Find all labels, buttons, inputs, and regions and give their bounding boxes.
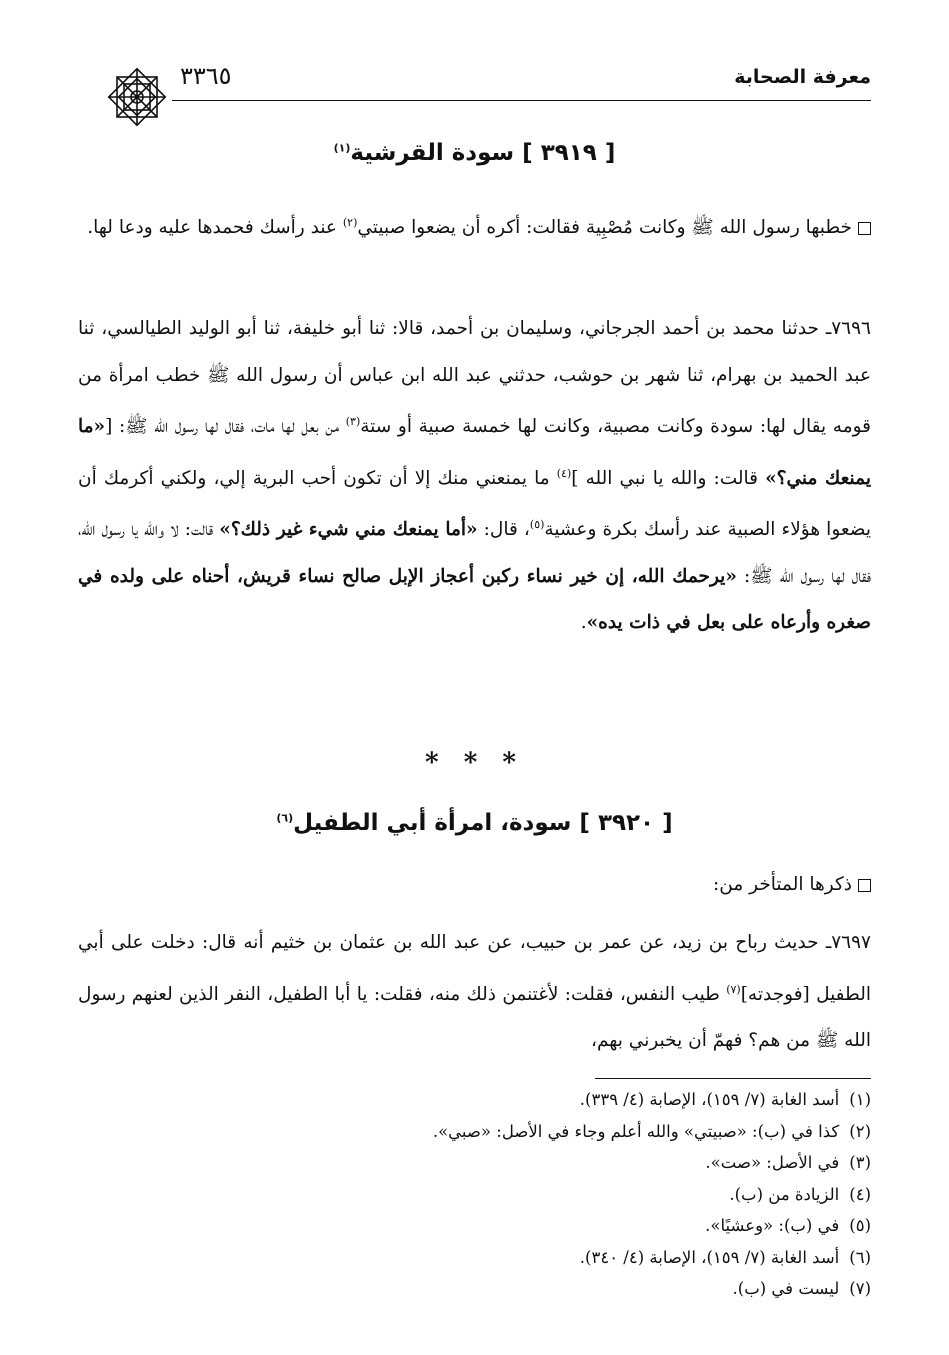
footnote-item	[78, 1116, 871, 1148]
footnote-item	[78, 1242, 871, 1274]
footnote-item	[78, 1147, 871, 1179]
footnote-ref: (٤)	[556, 466, 572, 480]
hadith-7697	[78, 920, 871, 1065]
footnote-text: أسد الغابة (٧/ ١٥٩)، الإصابة (٤/ ٣٤٠).	[579, 1247, 840, 1267]
square-bullet-icon	[858, 222, 871, 235]
entry2-intro	[78, 862, 871, 909]
hadith-text: ما يمنعني منك إلا أن تكون أحب البرية إلي، ولكني أكرمك أن يضعوا هؤلاء الصبية عند رأسك بكرة وعشية	[78, 467, 871, 541]
footnote-ref: (٧)	[726, 982, 741, 996]
page-number: ٣٣٦٥	[180, 62, 232, 90]
footnote-number: (٢)	[849, 1121, 871, 1141]
prophetic-speech: «ما يمنعك مني؟»	[78, 416, 871, 489]
entry-heading-3919	[78, 140, 871, 166]
footnote-text: في (ب): «وعشيًا».	[705, 1216, 840, 1235]
footnote-item	[78, 1273, 871, 1305]
footnote-text: الزيادة من (ب).	[729, 1184, 840, 1204]
heading-text: [ ٣٩١٩ ] سودة القرشية	[350, 140, 616, 166]
footnote-ref: (٦)	[276, 811, 294, 825]
intro-text-end: فحمدها عليه ودعا لها.	[87, 217, 254, 239]
footnote-item	[78, 1179, 871, 1211]
footnote-rule	[595, 1078, 871, 1079]
footnote-number: (١)	[849, 1090, 871, 1109]
hadith-text: من بعل لها مات، فقال لها رسول الله ﷺ: [	[105, 416, 346, 438]
footnote-number: (٧)	[849, 1279, 871, 1298]
footnote-number: (٦)	[849, 1247, 871, 1267]
star-ornament-icon	[102, 62, 172, 132]
hadith-text: ٧٦٩٦ـ حدثنا محمد بن أحمد الجرجاني، وسليمان بن أحمد، قالا: ثنا أبو خليفة، ثنا أبو الوليد الطيالسي، ثنا عبد الحميد بن بهرام، ثنا شهر بن حوشب، حدثني عبد الله ابن عباس أن رسول الله ﷺ خطب امرأة من قومه يقال لها: سودة وكانت مصبية، وكانت لها خمسة صبية أو ستة	[78, 318, 872, 438]
footnote-number: (٥)	[849, 1216, 871, 1235]
footnote-item	[78, 1210, 871, 1242]
footnote-ref: (٢)	[342, 216, 358, 229]
footnote-item	[78, 1084, 871, 1116]
entry-intro	[78, 200, 871, 252]
hadith-7696	[78, 306, 871, 647]
footnote-number: (٣)	[849, 1153, 871, 1172]
prophetic-speech: «يرحمك الله، إن خير نساء ركبن أعجاز الإبل صالح نساء قريش، أحناه على ولده في صغره وأرعاه على بعل في ذات يده»	[78, 565, 871, 634]
hadith-text: ، قال:	[477, 519, 530, 541]
footnote-text: في الأصل: «صت».	[705, 1153, 840, 1172]
hadith-text: قالت: والله يا نبي الله ]	[571, 467, 766, 489]
header-rule	[172, 100, 871, 101]
footnotes	[78, 1084, 871, 1305]
footnote-text: أسد الغابة (٧/ ١٥٩)، الإصابة (٤/ ٣٣٩).	[579, 1090, 840, 1109]
running-title: معرفة الصحابة	[734, 66, 871, 88]
hadith-text: قالت: لا والله يا رسول الله، فقال لها رسول الله ﷺ:	[78, 519, 872, 587]
entry-heading-3920	[78, 810, 871, 836]
square-bullet-icon	[858, 879, 871, 892]
prophetic-speech: «أما يمنعك مني شيء غير ذلك؟»	[219, 519, 478, 541]
hadith-text: .	[580, 612, 587, 634]
intro-text: خطبها رسول الله ﷺ وكانت مُصْبِية فقالت: أكره أن يضعوا صبيتي	[357, 217, 852, 239]
footnote-ref: (٥)	[529, 518, 545, 532]
section-separator: * * *	[425, 748, 524, 778]
hadith-text: ٧٦٩٧ـ حديث رباح بن زيد، عن عمر بن حبيب، عن عبد الله بن عثمان بن خثيم أنه قال: دخلت على أبي الطفيل [فوجدته]	[78, 932, 871, 1005]
footnote-number: (٤)	[849, 1184, 871, 1204]
footnote-ref: (١)	[333, 141, 351, 155]
footnote-text: كذا في (ب): «صبيتي» والله أعلم وجاء في الأصل: «صبي».	[432, 1121, 840, 1141]
intro-text: ذكرها المتأخر من:	[713, 874, 852, 895]
hadith-text: طيب النفس، فقلت: لأغتنمن ذلك منه، فقلت: يا أبا الطفيل، النفر الذين لعنهم رسول الله ﷺ من هم؟ فهمّ أن يخبرني بهم،	[78, 983, 871, 1052]
footnote-ref: (٣)	[345, 415, 361, 428]
footnote-text: ليست في (ب).	[732, 1279, 840, 1298]
heading-text: [ ٣٩٢٠ ] سودة، امرأة أبي الطفيل	[293, 810, 673, 836]
intro-text-cont: عند رأسك	[259, 217, 343, 239]
